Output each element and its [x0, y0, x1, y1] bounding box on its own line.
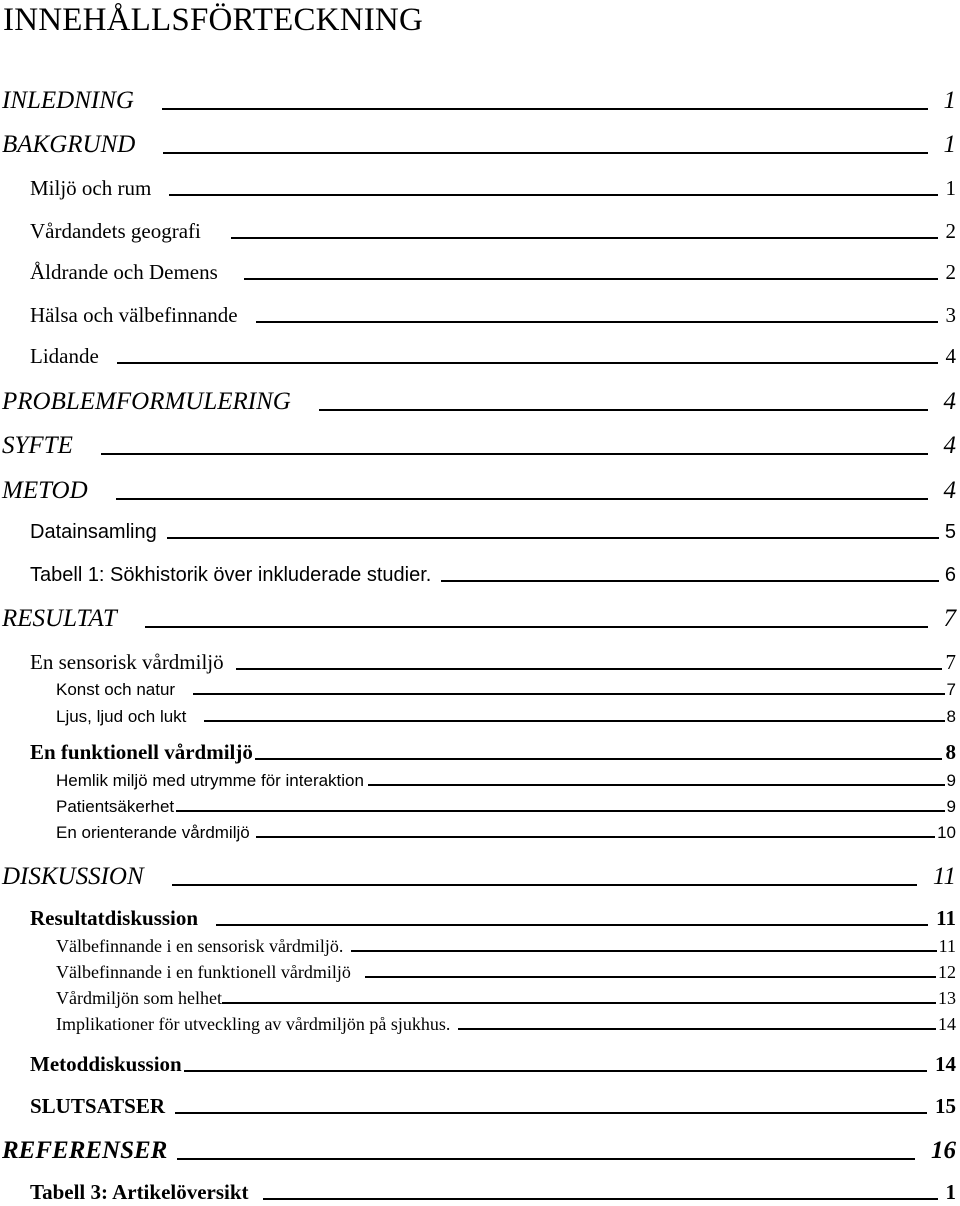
- page-title: INNEHÅLLSFÖRTECKNING: [3, 2, 423, 38]
- toc-entry-label: PROBLEMFORMULERING: [2, 388, 291, 415]
- toc-leader: [169, 194, 937, 196]
- toc-leader: [163, 152, 927, 154]
- toc-entry-page: 3: [945, 303, 956, 327]
- toc-entry-label: Datainsamling: [30, 521, 157, 543]
- toc-leader: [236, 668, 942, 670]
- toc-entry-en-funktionell-vardmiljo[interactable]: [30, 742, 956, 763]
- toc-leader: [244, 278, 938, 280]
- toc-leader: [365, 976, 936, 978]
- toc-leader: [256, 836, 935, 838]
- toc-entry-label: INLEDNING: [2, 87, 134, 114]
- toc-entry-label: Lidande: [30, 344, 99, 368]
- toc-entry-label: Vårdandets geografi: [30, 219, 201, 243]
- toc-entry-ljus-ljud-och-lukt[interactable]: [56, 708, 956, 725]
- toc-entry-inledning[interactable]: [2, 88, 956, 113]
- toc-entry-label: REFERENSER: [2, 1137, 168, 1164]
- toc-leader: [145, 626, 928, 628]
- toc-entry-tabell-1[interactable]: [30, 565, 956, 585]
- toc-entry-label: Välbefinnande i en funktionell vårdmiljö: [56, 962, 351, 982]
- toc-leader: [167, 537, 939, 539]
- toc-entry-page: 5: [944, 521, 956, 543]
- toc-entry-label: Resultatdiskussion: [30, 906, 199, 930]
- toc-entry-referenser[interactable]: [2, 1138, 956, 1163]
- toc-entry-valbefinnande-sensorisk[interactable]: [56, 937, 956, 955]
- toc-entry-tabell-3[interactable]: [30, 1182, 956, 1203]
- toc-leader: [231, 237, 938, 239]
- toc-entry-miljo-och-rum[interactable]: [30, 178, 956, 199]
- toc-leader: [222, 1002, 936, 1004]
- toc-entry-page: 7: [945, 650, 956, 674]
- toc-entry-page: 7: [946, 680, 956, 699]
- toc-entry-page: 10: [937, 823, 956, 842]
- toc-entry-resultatdiskussion[interactable]: [30, 908, 956, 929]
- toc-entry-konst-och-natur[interactable]: [56, 681, 956, 698]
- toc-leader: [162, 108, 928, 110]
- toc-entry-page: 1: [945, 176, 956, 200]
- toc-entry-page: 14: [935, 1052, 956, 1076]
- toc-entry-label: Miljö och rum: [30, 176, 152, 200]
- toc-entry-page: 1: [945, 1180, 956, 1204]
- toc-entry-aldrande-och-demens[interactable]: [30, 262, 956, 283]
- toc-entry-page: 1: [943, 131, 956, 158]
- toc-leader: [116, 498, 928, 500]
- toc-entry-label: En sensorisk vårdmiljö: [30, 650, 224, 674]
- toc-entry-page: 4: [943, 432, 956, 459]
- toc-entry-page: 2: [945, 219, 956, 243]
- toc-leader: [368, 784, 945, 786]
- toc-entry-label: SLUTSATSER: [30, 1094, 166, 1118]
- toc-entry-label: Ljus, ljud och lukt: [56, 707, 187, 726]
- toc-entry-metod[interactable]: [2, 478, 956, 503]
- toc-entry-bakgrund[interactable]: [2, 132, 956, 157]
- toc-entry-page: 4: [943, 388, 956, 415]
- toc-leader: [319, 409, 928, 411]
- toc-entry-page: 1: [943, 87, 956, 114]
- toc-entry-label: Välbefinnande i en sensorisk vårdmiljö.: [56, 936, 344, 956]
- toc-leader: [117, 362, 938, 364]
- toc-entry-page: 16: [931, 1137, 956, 1164]
- toc-leader: [204, 720, 944, 722]
- toc-entry-label: BAKGRUND: [2, 131, 136, 158]
- toc-entry-page: 8: [946, 707, 956, 726]
- toc-entry-label: RESULTAT: [2, 605, 117, 632]
- toc-entry-slutsatser[interactable]: [30, 1096, 956, 1117]
- toc-entry-label: Metoddiskussion: [30, 1052, 182, 1076]
- toc-entry-label: Hemlik miljö med utrymme för interaktion: [56, 771, 364, 790]
- toc-leader: [255, 758, 942, 760]
- toc-entry-label: Tabell 3: Artikelöversikt: [30, 1180, 249, 1204]
- toc-entry-page: 11: [938, 936, 956, 956]
- toc-entry-page: 12: [938, 962, 956, 982]
- toc-entry-en-sensorisk-vardmiljo[interactable]: [30, 652, 956, 673]
- toc-entry-page: 4: [943, 477, 956, 504]
- toc-leader: [176, 810, 944, 812]
- toc-entry-lidande[interactable]: [30, 346, 956, 367]
- toc-entry-problemformulering[interactable]: [2, 389, 956, 414]
- toc-entry-en-orienterande-vardmiljo[interactable]: [56, 824, 956, 841]
- toc-entry-patientsakerhet[interactable]: [56, 798, 956, 815]
- toc-entry-vardmiljon-som-helhet[interactable]: [56, 989, 956, 1007]
- toc-entry-label: SYFTE: [2, 432, 73, 459]
- toc-entry-implikationer[interactable]: [56, 1015, 956, 1033]
- toc-leader: [175, 1112, 927, 1114]
- toc-entry-page: 15: [935, 1094, 956, 1118]
- toc-entry-label: Åldrande och Demens: [30, 260, 218, 284]
- toc-entry-label: Implikationer för utveckling av vårdmiljön på sjukhus.: [56, 1014, 451, 1034]
- toc-entry-page: 14: [938, 1014, 956, 1034]
- toc-entry-label: DISKUSSION: [2, 863, 144, 890]
- toc-entry-label: Vårdmiljön som helhet: [56, 988, 222, 1008]
- toc-entry-page: 13: [938, 988, 956, 1008]
- toc-entry-label: Konst och natur: [56, 680, 176, 699]
- toc-entry-label: En funktionell vårdmiljö: [30, 740, 253, 764]
- toc-entry-page: 11: [936, 906, 956, 930]
- toc-entry-hemlik-miljo[interactable]: [56, 772, 956, 789]
- toc-entry-syfte[interactable]: [2, 433, 956, 458]
- toc-entry-page: 2: [945, 260, 956, 284]
- toc-entry-page: 11: [932, 863, 956, 890]
- toc-leader: [458, 1028, 936, 1030]
- toc-leader: [256, 321, 938, 323]
- toc-leader: [351, 950, 936, 952]
- toc-entry-page: 9: [946, 771, 956, 790]
- toc-entry-valbefinnande-funktionell[interactable]: [56, 963, 956, 981]
- toc-leader: [441, 580, 939, 582]
- toc-entry-label: Patientsäkerhet: [56, 797, 175, 816]
- toc-leader: [172, 884, 917, 886]
- toc-leader: [216, 924, 928, 926]
- toc-entry-label: METOD: [2, 477, 88, 504]
- toc-leader: [263, 1198, 938, 1200]
- toc-entry-page: 4: [945, 344, 956, 368]
- toc-leader: [184, 1070, 927, 1072]
- toc-leader: [193, 693, 944, 695]
- toc-entry-label: En orienterande vårdmiljö: [56, 823, 250, 842]
- toc-entry-page: 6: [944, 564, 956, 586]
- toc-entry-page: 7: [943, 605, 956, 632]
- toc-entry-label: Hälsa och välbefinnande: [30, 303, 238, 327]
- toc-entry-resultat[interactable]: [2, 606, 956, 631]
- toc-entry-diskussion[interactable]: [2, 864, 956, 889]
- toc-entry-datainsamling[interactable]: [30, 522, 956, 542]
- toc-leader: [101, 453, 928, 455]
- toc-entry-page: 8: [945, 740, 956, 764]
- toc-entry-halsa-och-valbefinnande[interactable]: [30, 305, 956, 326]
- toc-entry-vardandets-geografi[interactable]: [30, 221, 956, 242]
- toc-entry-label: Tabell 1: Sökhistorik över inkluderade studier.: [30, 564, 432, 586]
- toc-entry-metoddiskussion[interactable]: [30, 1054, 956, 1075]
- toc-leader: [177, 1158, 915, 1160]
- toc-entry-page: 9: [946, 797, 956, 816]
